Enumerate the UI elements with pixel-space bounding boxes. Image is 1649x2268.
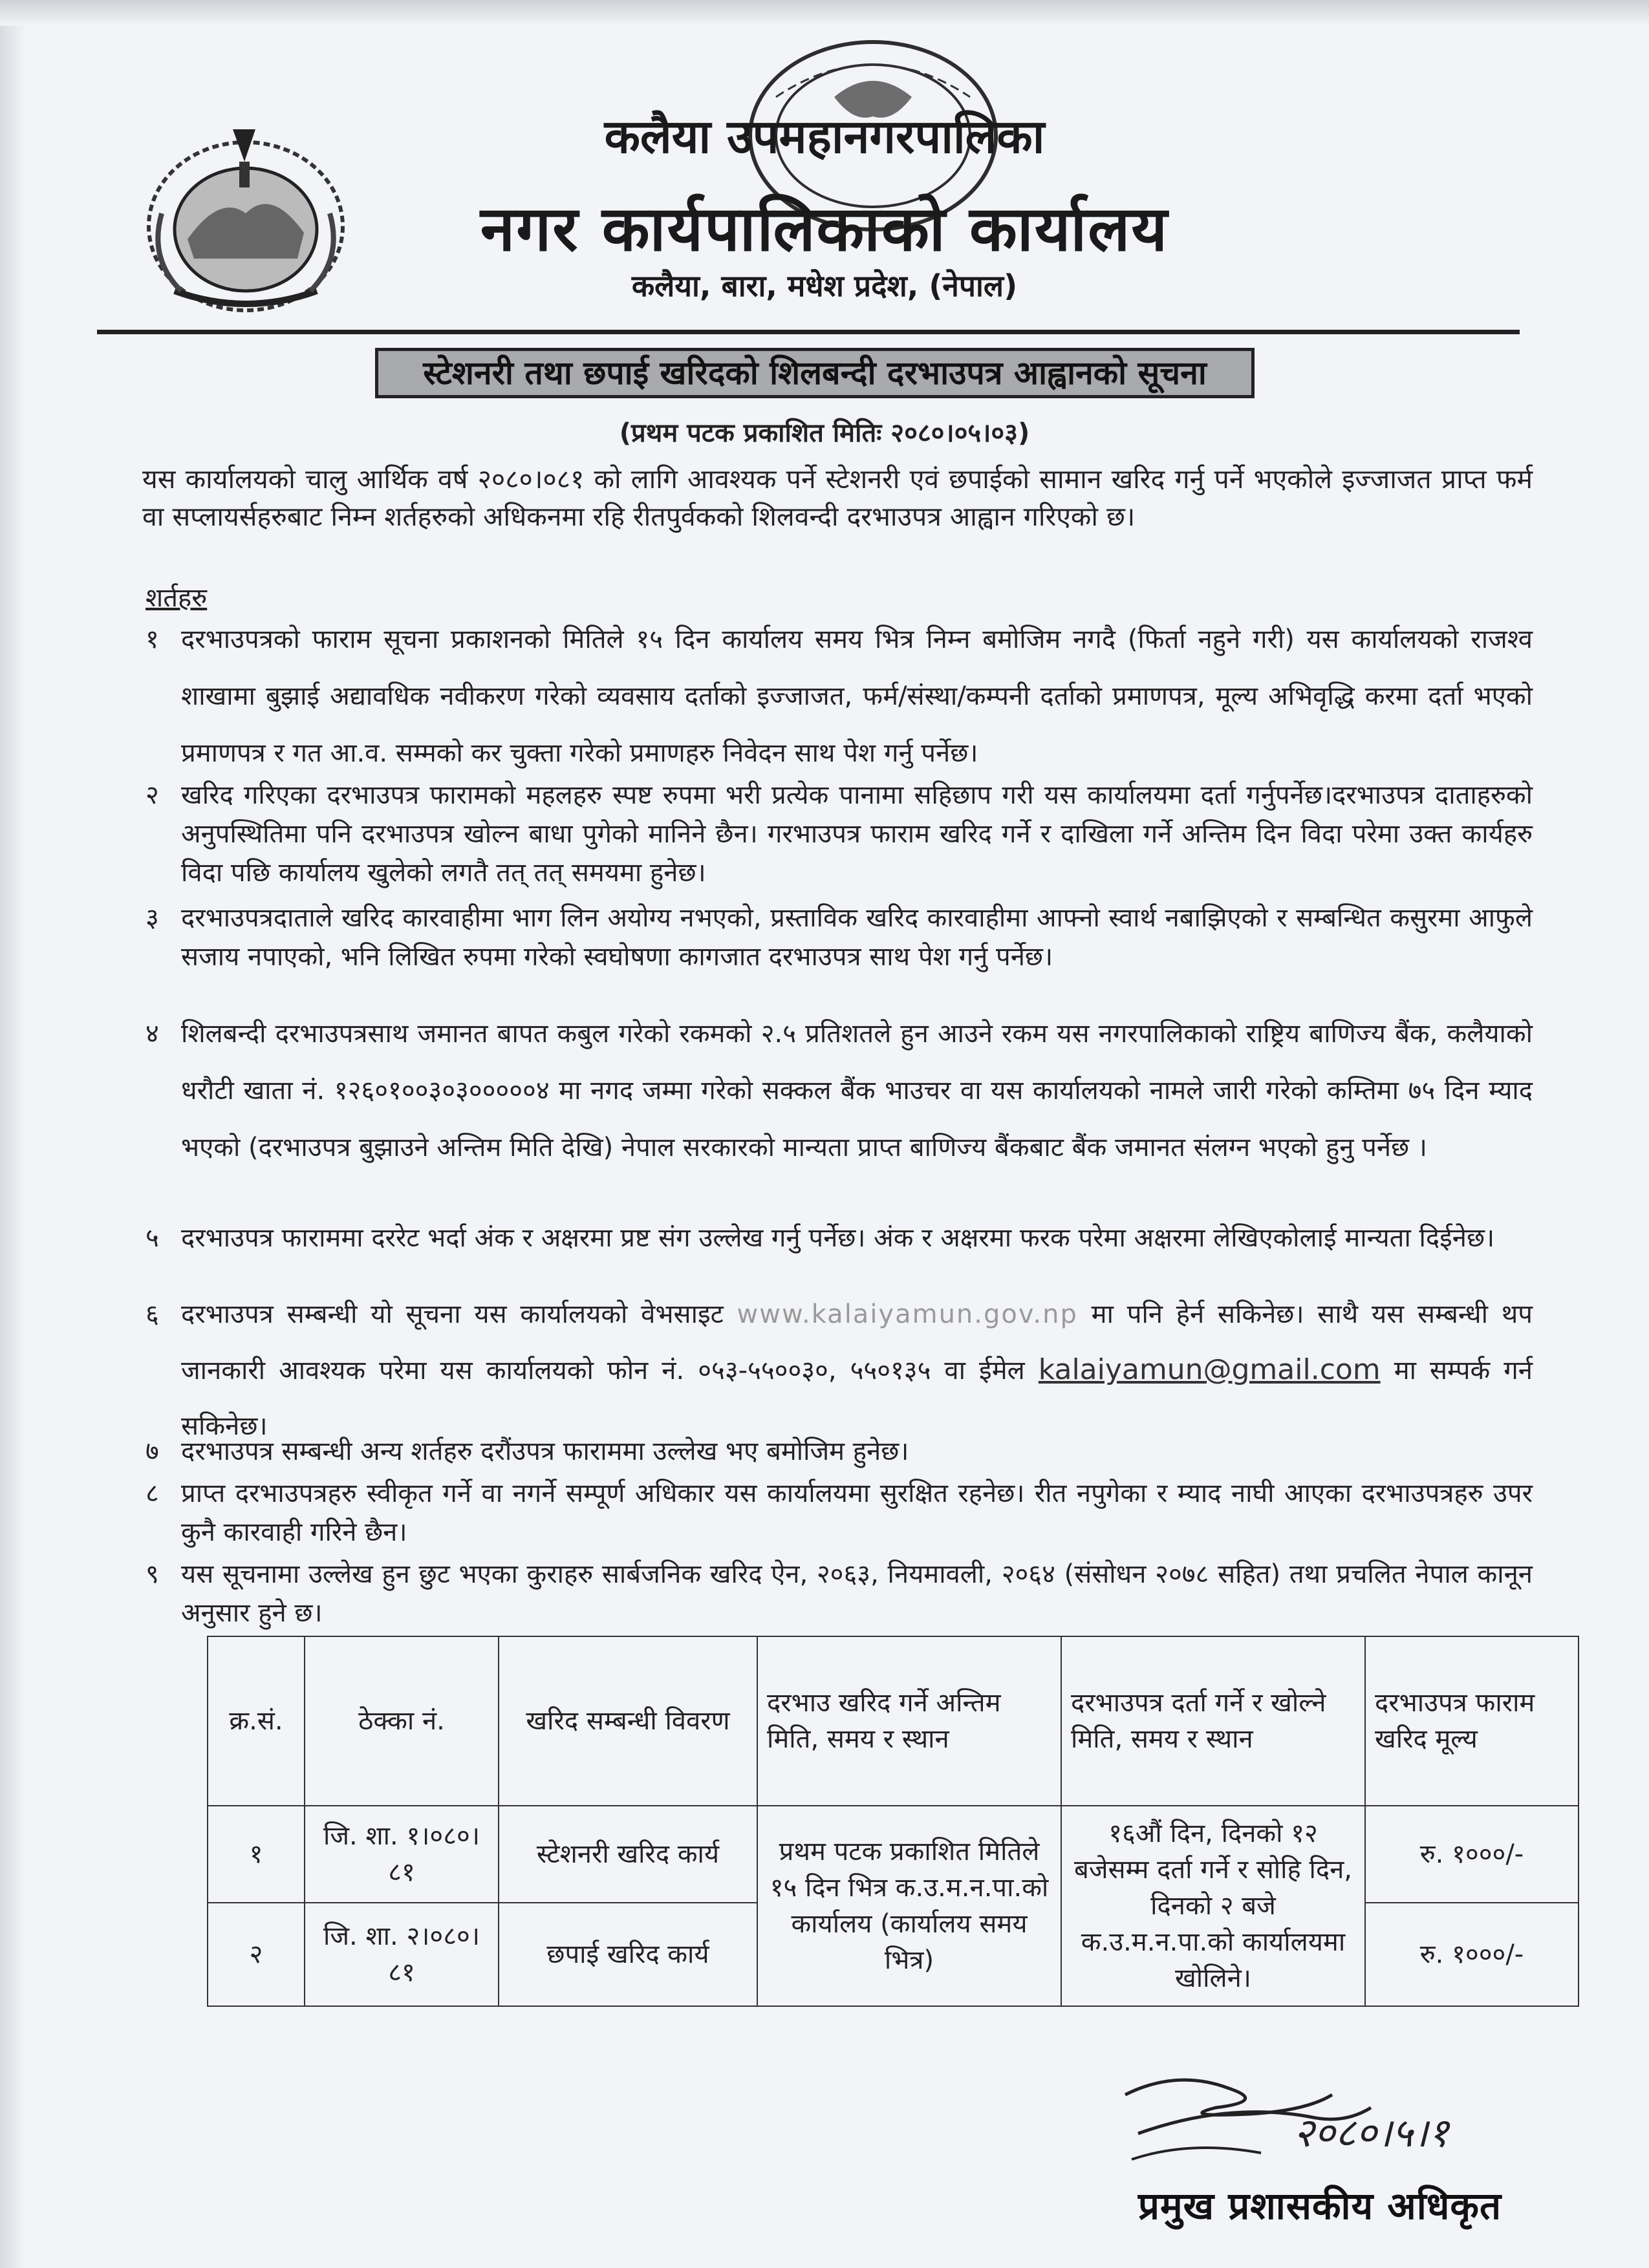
condition-number: २ bbox=[146, 780, 159, 810]
cell-price: रु. १०००/- bbox=[1365, 1903, 1579, 2006]
officer-title: प्रमुख प्रशासकीय अधिकृत bbox=[1138, 2184, 1502, 2228]
officer-signature bbox=[1099, 2056, 1552, 2192]
table-header-row bbox=[208, 1636, 1579, 1806]
condition-item bbox=[146, 1432, 1533, 1471]
cell-contract-no: जि. शा. १।०८०।८१ bbox=[305, 1806, 499, 1903]
column-header: ठेक्का नं. bbox=[305, 1636, 499, 1806]
condition-text: प्राप्त दरभाउपत्रहरु स्वीकृत गर्ने वा नगर्ने सम्पूर्ण अधिकार यस कार्यालयमा सुरक्षित रहनेछ। रीत नपुगेका र म्याद नाघी आएका दरभाउपत्रहरु उपर कुनै कारवाही गरिने छैन। bbox=[181, 1479, 1533, 1547]
condition-text-part: दरभाउपत्र सम्बन्धी यो सूचना यस कार्यालयको वेभसाइट bbox=[181, 1300, 724, 1329]
condition-number: ७ bbox=[146, 1437, 159, 1466]
tender-table bbox=[207, 1636, 1579, 2007]
condition-number: १ bbox=[146, 625, 159, 654]
cell-price: रु. १०००/- bbox=[1365, 1806, 1579, 1903]
condition-number: ८ bbox=[146, 1479, 159, 1508]
condition-text: दरभाउपत्र फाराममा दररेट भर्दा अंक र अक्षरमा प्रष्ट संग उल्लेख गर्नु पर्नेछ। अंक र अक्षरमा फरक परेमा अक्षरमा लेखिएकोलाई मान्यता दिईनेछ। bbox=[181, 1223, 1495, 1253]
cell-description: छपाई खरिद कार्य bbox=[499, 1903, 757, 2006]
website-link[interactable]: www.kalaiyamun.gov.np bbox=[737, 1300, 1078, 1329]
condition-number: ४ bbox=[146, 1019, 159, 1049]
condition-text: शिलबन्दी दरभाउपत्रसाथ जमानत बापत कबुल गरेको रकमको २.५ प्रतिशतले हुन आउने रकम यस नगरपालिकाको राष्ट्रिय बाणिज्य बैंक, कलैयाको धरौटी खाता नं. १२६०१००३०३०००००४ मा नगद जम्मा गरेको सक्कल बैंक भाउचर वा यस कार्यालयको नामले जारी गरेको कम्तिमा ७५ दिन म्याद भएको (दरभाउपत्र बुझाउने अन्तिम मिति देखि) नेपाल सरकारको मान्यता प्राप्त बाणिज्य बैंकबाट बैंक जमानत संलग्न भएको हुनु पर्नेछ । bbox=[181, 1019, 1533, 1162]
condition-text: खरिद गरिएका दरभाउपत्र फारामको महलहरु स्पष्ट रुपमा भरी प्रत्येक पानामा सहिछाप गरी यस कार्यालयमा दर्ता गर्नुपर्नेछ।दरभाउपत्र दाताहरुको अनुपस्थितिमा पनि दरभाउपत्र खोल्न बाधा पुगेको मानिने छैन। गरभाउपत्र फाराम खरिद गर्ने र दाखिला गर्ने अन्तिम दिन विदा परेमा उक्त कार्यहरु विदा पछि कार्यालय खुलेको लगतै तत् तत् समयमा हुनेछ। bbox=[181, 780, 1533, 888]
column-header: दरभाउ खरिद गर्ने अन्तिम मिति, समय र स्थान bbox=[757, 1636, 1061, 1806]
notice-title: स्टेशनरी तथा छपाई खरिदको शिलबन्दी दरभाउपत्र आह्वानको सूचना bbox=[375, 348, 1255, 398]
condition-item bbox=[146, 899, 1533, 976]
condition-number: ६ bbox=[146, 1300, 159, 1329]
condition-item bbox=[146, 611, 1533, 782]
signature-date: २०८०।५।१ bbox=[1293, 2109, 1449, 2156]
publication-date: (प्रथम पटक प्रकाशित मितिः २०८०।०५।०३) bbox=[619, 418, 1030, 448]
cell-serial: २ bbox=[208, 1903, 305, 2006]
column-header: खरिद सम्बन्धी विवरण bbox=[499, 1636, 757, 1806]
intro-paragraph: यस कार्यालयको चालु आर्थिक वर्ष २०८०।०८१ को लागि आवश्यक पर्ने स्टेशनरी एवं छपाईको सामान खरिद गर्नु पर्ने भएकोले इज्जाजत प्राप्त फर्म वा सप्लायर्सहरुबाट निम्न शर्तहरुको अधिकनमा रहि रीतपुर्वकको शिलवन्दी दरभाउपत्र आह्वान गरिएको छ। bbox=[142, 464, 1533, 532]
cell-serial: १ bbox=[208, 1806, 305, 1903]
column-header: दरभाउपत्र दर्ता गर्ने र खोल्ने मिति, समय र स्थान bbox=[1061, 1636, 1365, 1806]
condition-item bbox=[146, 1555, 1533, 1632]
condition-item bbox=[146, 1219, 1533, 1257]
cell-last-date: प्रथम पटक प्रकाशित मितिले १५ दिन भित्र क.उ.म.न.पा.को कार्यालय (कार्यालय समय भित्र) bbox=[757, 1806, 1061, 2006]
condition-number: ९ bbox=[146, 1559, 159, 1589]
conditions-heading: शर्तहरु bbox=[146, 583, 208, 613]
condition-text-part: मा सम्पर्क गर्न सकिनेछ। bbox=[181, 1356, 1533, 1441]
cell-contract-no: जि. शा. २।०८०।८१ bbox=[305, 1903, 499, 2006]
condition-text: दरभाउपत्रको फाराम सूचना प्रकाशनको मितिले १५ दिन कार्यालय समय भित्र निम्न बमोजिम नगदै (फिर्ता नहुने गरी) यस कार्यालयको राजश्व शाखामा बुझाई अद्यावधिक नवीकरण गरेको व्यवसाय दर्ताको इज्जाजत, फर्म/संस्था/कम्पनी दर्ताको प्रमाणपत्र, मूल्य अभिवृद्धि करमा दर्ता भएको प्रमाणपत्र र गत आ.व. सम्मको कर चुक्ता गरेको प्रमाणहरु निवेदन साथ पेश गर्नु पर्नेछ। bbox=[181, 625, 1533, 768]
office-name: नगर कार्यपालिकाको कार्यालय bbox=[480, 193, 1169, 265]
condition-text-part: मा पनि हेर्न सकिनेछ। साथै यस सम्बन्धी थप जानकारी आवश्यक परेमा यस कार्यालयको फोन नं. ०५३-५५००३०, ५५०१३५ वा ईमेल bbox=[181, 1300, 1533, 1385]
condition-text: दरभाउपत्रदाताले खरिद कारवाहीमा भाग लिन अयोग्य नभएको, प्रस्ताविक खरिद कारवाहीमा आफ्नो स्वार्थ नबाझिएको र सम्बन्धित कसुरमा आफुले सजाय नपाएको, भनि लिखित रुपमा गरेको स्वघोषणा कागजात दरभाउपत्र साथ पेश गर्नु पर्नेछ। bbox=[181, 903, 1533, 972]
table-row bbox=[208, 1806, 1579, 1903]
condition-item bbox=[146, 776, 1533, 892]
office-address: कलैया, बारा, मधेश प्रदेश, (नेपाल) bbox=[631, 268, 1018, 303]
condition-text: यस सूचनामा उल्लेख हुन छुट भएका कुराहरु सार्बजनिक खरिद ऐन, २०६३, नियमावली, २०६४ (संसोधन २०७८ सहित) तथा प्रचलित नेपाल कानून अनुसार हुने छ। bbox=[181, 1559, 1533, 1628]
email-link[interactable]: kalaiyamun@gmail.com bbox=[1038, 1353, 1381, 1386]
municipality-name: कलैया उपमहानगरपालिका bbox=[604, 109, 1045, 164]
condition-item bbox=[146, 1287, 1533, 1454]
header-divider bbox=[97, 330, 1520, 334]
condition-text bbox=[181, 1287, 1533, 1454]
cell-open-date: १६औं दिन, दिनको १२ बजेसम्म दर्ता गर्ने र सोहि दिन, दिनको २ बजे क.उ.म.न.पा.को कार्यालयमा खोलिने। bbox=[1061, 1806, 1365, 2006]
condition-item bbox=[146, 1474, 1533, 1552]
condition-number: ५ bbox=[146, 1223, 159, 1253]
condition-number: ३ bbox=[146, 903, 159, 933]
scan-edge-shadow bbox=[0, 0, 26, 2268]
column-header: क्र.सं. bbox=[208, 1636, 305, 1806]
condition-text: दरभाउपत्र सम्बन्धी अन्य शर्तहरु दरौंउपत्र फाराममा उल्लेख भए बमोजिम हुनेछ। bbox=[181, 1437, 909, 1466]
scan-top-shadow bbox=[0, 0, 1649, 26]
cell-description: स्टेशनरी खरिद कार्य bbox=[499, 1806, 757, 1903]
column-header: दरभाउपत्र फाराम खरिद मूल्य bbox=[1365, 1636, 1579, 1806]
condition-item bbox=[146, 1005, 1533, 1176]
